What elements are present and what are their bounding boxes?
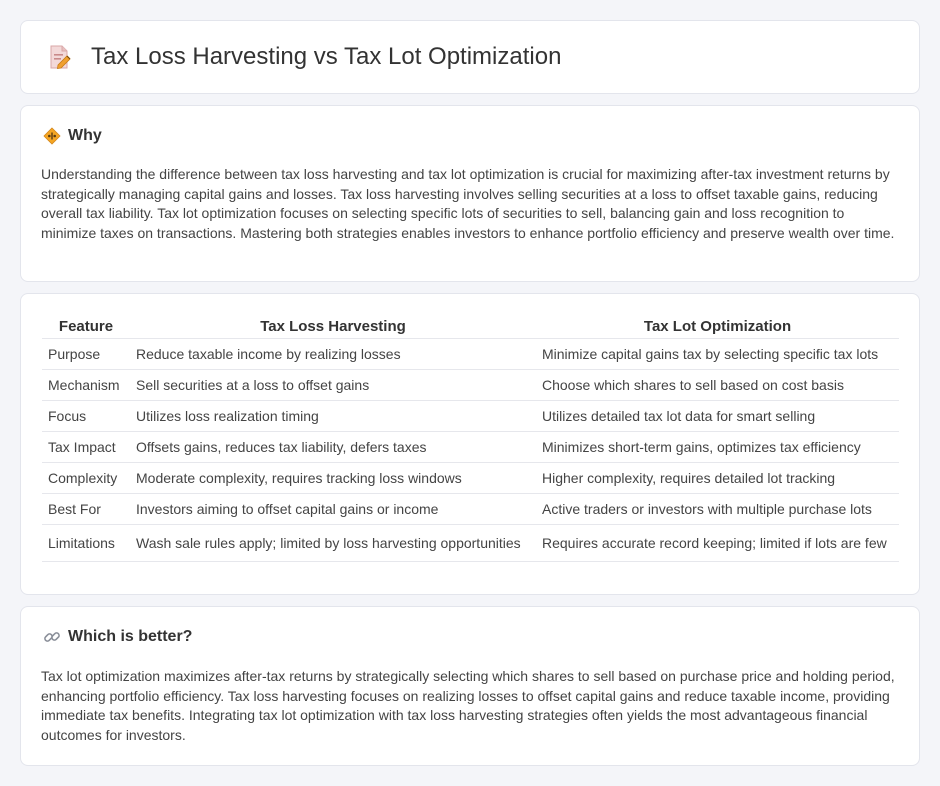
feature-cell: Purpose <box>42 338 130 369</box>
feature-cell: Tax Impact <box>42 431 130 462</box>
optimization-cell: Requires accurate record keeping; limited if lots are few <box>536 524 899 561</box>
table-header-row <box>42 316 899 338</box>
harvesting-cell: Offsets gains, reduces tax liability, defers taxes <box>130 431 536 462</box>
table-row <box>42 462 899 493</box>
harvesting-cell: Sell securities at a loss to offset gains <box>130 369 536 400</box>
table-row <box>42 369 899 400</box>
why-title: Why <box>68 127 102 144</box>
feature-cell: Mechanism <box>42 369 130 400</box>
header-tax-loss-harvesting: Tax Loss Harvesting <box>130 316 536 338</box>
link-icon <box>43 628 61 646</box>
feature-cell: Best For <box>42 493 130 524</box>
better-heading <box>43 628 192 646</box>
feature-cell: Limitations <box>42 524 130 561</box>
page-title: Tax Loss Harvesting vs Tax Lot Optimization <box>91 43 562 70</box>
diamond-warning-icon <box>43 127 61 145</box>
optimization-cell: Choose which shares to sell based on cost basis <box>536 369 899 400</box>
harvesting-cell: Reduce taxable income by realizing losses <box>130 338 536 369</box>
harvesting-cell: Wash sale rules apply; limited by loss harvesting opportunities <box>130 524 536 561</box>
title-row <box>45 43 561 71</box>
better-text: Tax lot optimization maximizes after-tax returns by strategically selecting which shares to sell based on purchase price and holding period, enhancing portfolio efficiency. Tax loss harvesting focuses on realizing losses to offset capital gains and reduce taxable income, providing immediate tax benefits. Integrating tax lot optimization with tax loss harvesting strategies often yields the most advantageous financial outcomes for investors. <box>41 668 895 743</box>
why-heading <box>43 127 102 145</box>
optimization-cell: Minimizes short-term gains, optimizes tax efficiency <box>536 431 899 462</box>
comparison-section <box>20 293 920 595</box>
harvesting-cell: Moderate complexity, requires tracking loss windows <box>130 462 536 493</box>
harvesting-cell: Utilizes loss realization timing <box>130 400 536 431</box>
optimization-cell: Higher complexity, requires detailed lot tracking <box>536 462 899 493</box>
table-row <box>42 431 899 462</box>
optimization-cell: Active traders or investors with multiple purchase lots <box>536 493 899 524</box>
feature-cell: Focus <box>42 400 130 431</box>
table-row <box>42 338 899 369</box>
title-card <box>20 20 920 94</box>
better-title: Which is better? <box>68 628 193 645</box>
harvesting-cell: Investors aiming to offset capital gains or income <box>130 493 536 524</box>
optimization-cell: Utilizes detailed tax lot data for smart selling <box>536 400 899 431</box>
which-is-better-section <box>20 606 920 766</box>
optimization-cell: Minimize capital gains tax by selecting specific tax lots <box>536 338 899 369</box>
why-text: Understanding the difference between tax loss harvesting and tax lot optimization is crucial for maximizing after-tax investment returns by strategically managing capital gains and losses. Tax loss harvesting involves selling securities at a loss to offset taxable gains, reducing overall tax liability. Tax lot optimization focuses on selecting specific lots of securities to sell, balancing gain and loss recognition to minimize taxes on transactions. Mastering both strategies enables investors to enhance portfolio efficiency and preserve wealth over time. <box>41 166 895 241</box>
table-row <box>42 400 899 431</box>
header-tax-lot-optimization: Tax Lot Optimization <box>536 316 899 338</box>
feature-cell: Complexity <box>42 462 130 493</box>
header-feature: Feature <box>42 316 130 338</box>
why-section <box>20 105 920 282</box>
comparison-table <box>42 316 899 562</box>
document-edit-icon <box>45 43 73 71</box>
table-row <box>42 493 899 524</box>
table-row <box>42 524 899 561</box>
